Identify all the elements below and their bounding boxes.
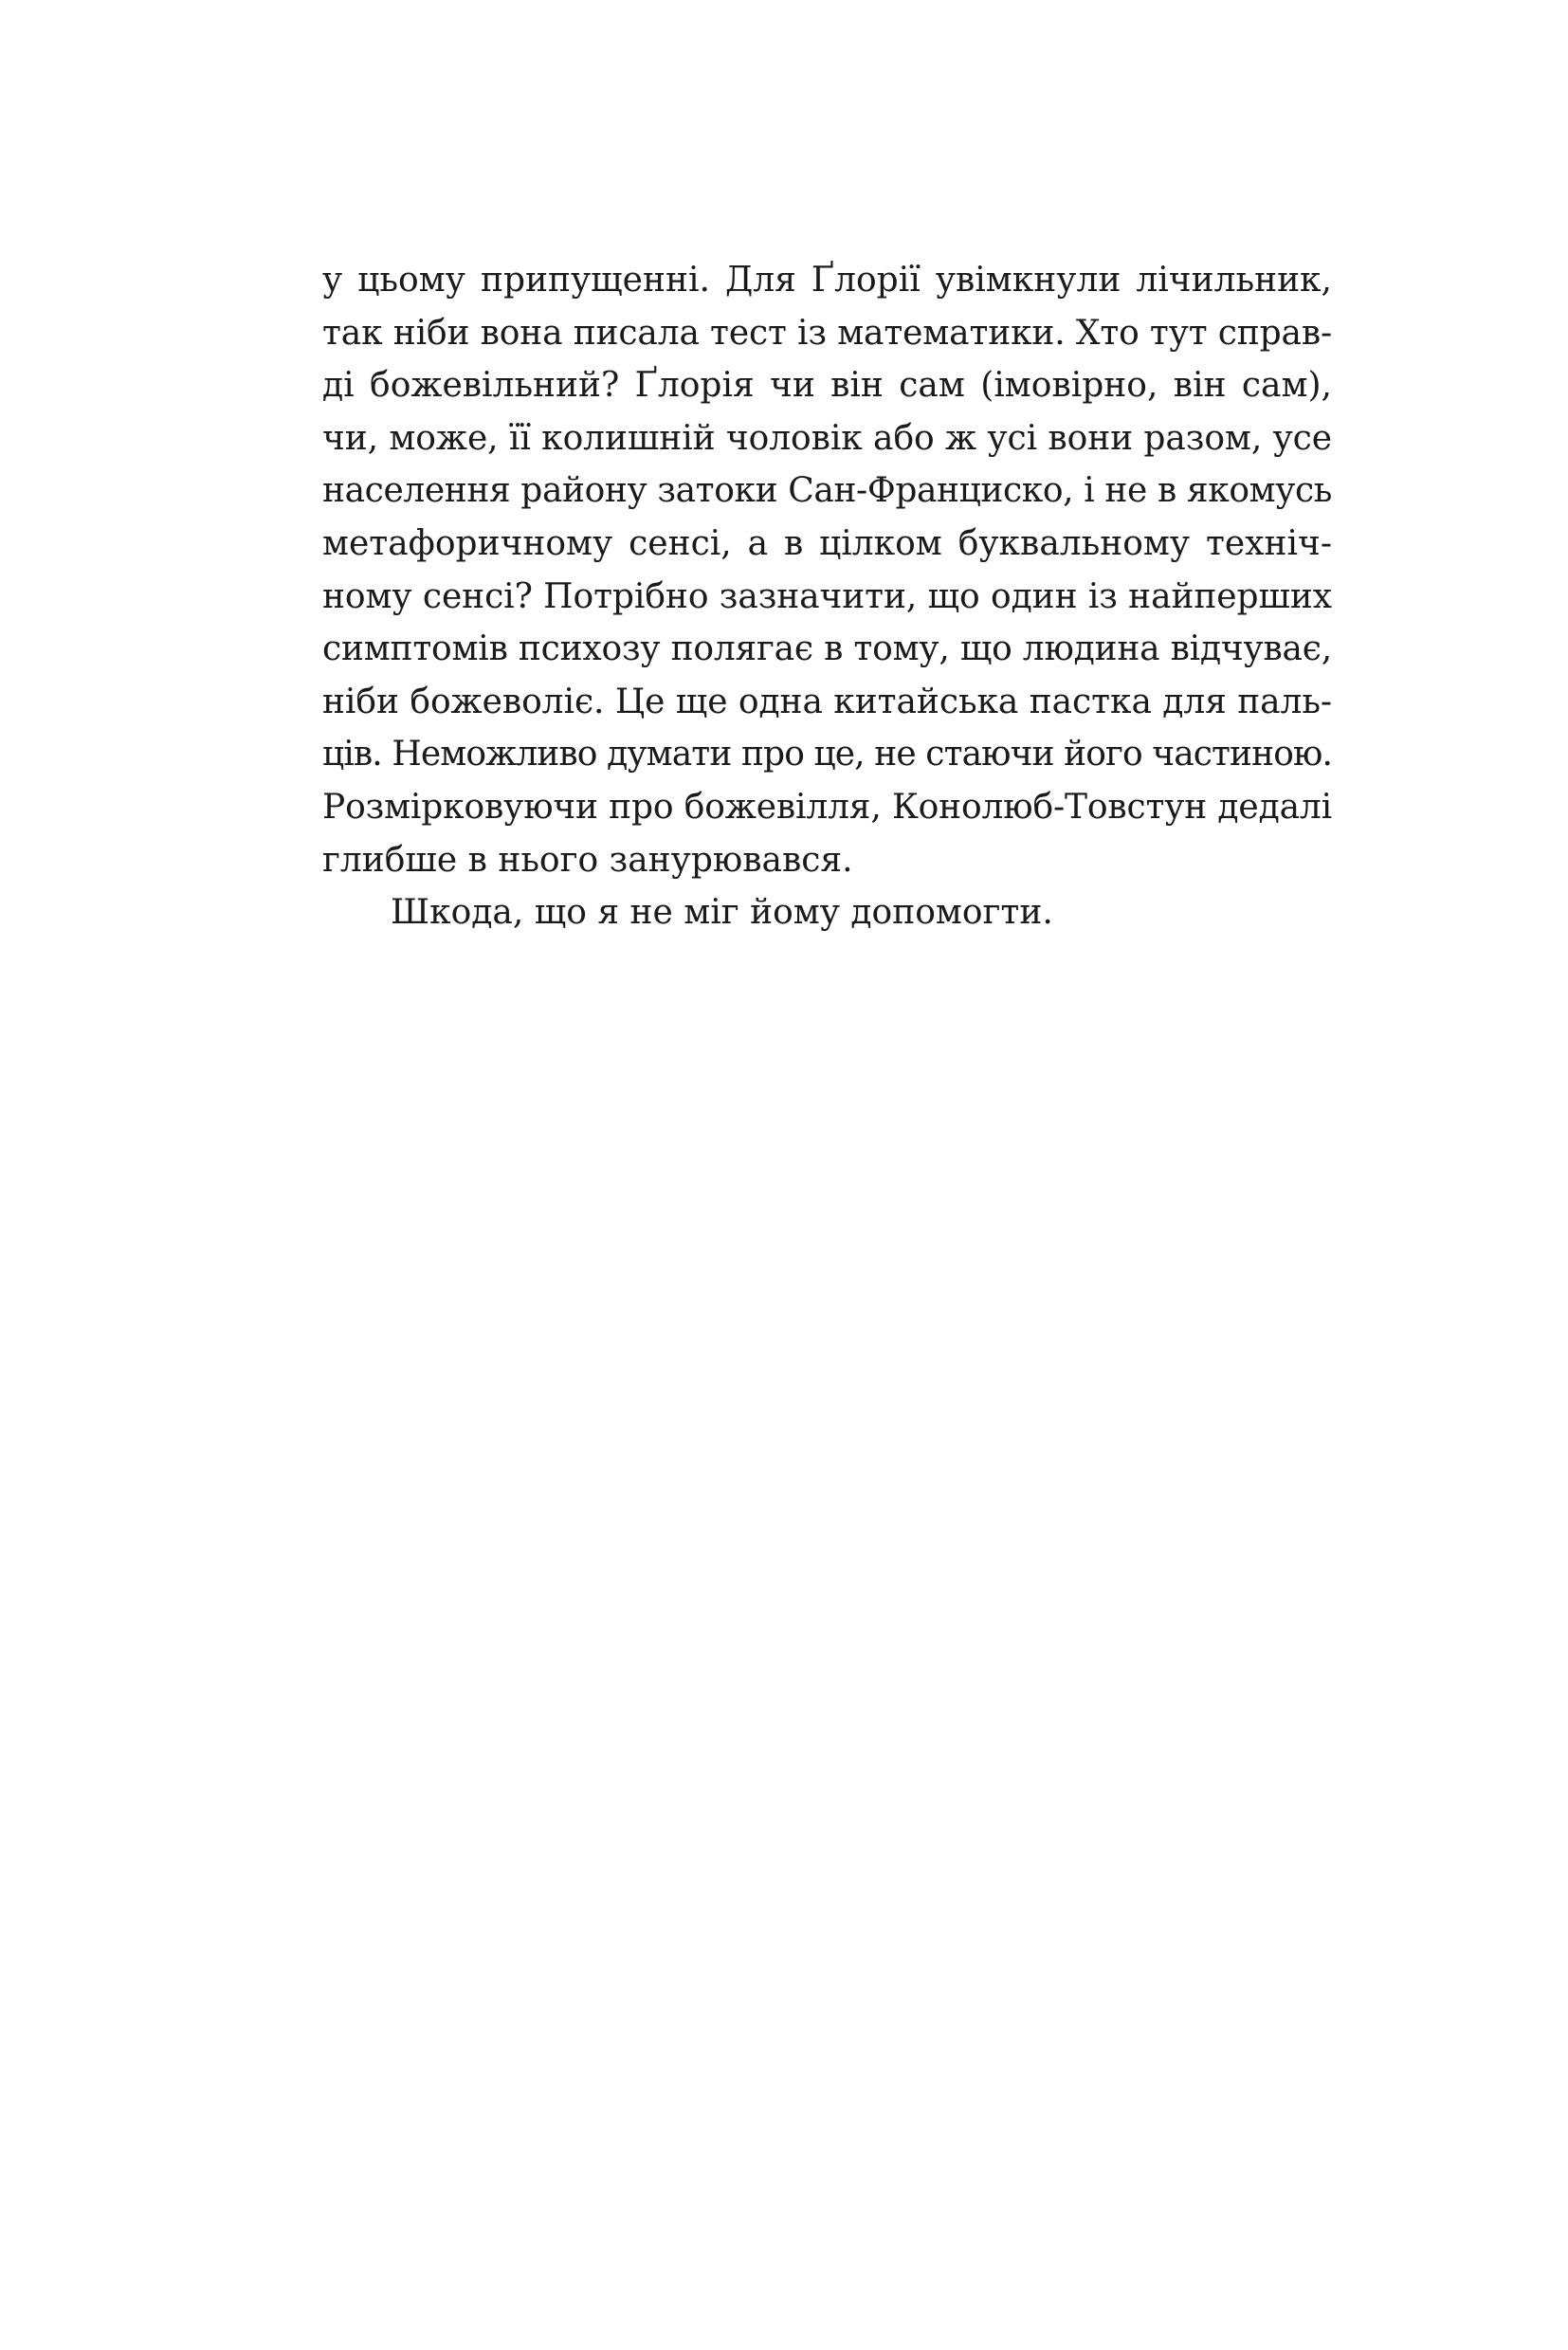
text-line: Розмірковуючи про божевілля, Конолюб-Товстун дедалі [322, 787, 1332, 827]
paragraph-1 [322, 254, 1332, 886]
text-line: метафоричному сенсі, а в цілком буквальному техніч- [322, 523, 1332, 563]
text-line: так ніби вона писала тест із математики. Хто тут справ- [322, 313, 1332, 353]
text-line: ному сенсі? Потрібно зазначити, що один із найперших [322, 576, 1332, 616]
text-line: ців. Неможливо думати про це, не стаючи його частиною. [322, 735, 1332, 774]
text-line: у цьому припущенні. Для Ґлорії увімкнули лічильник, [322, 261, 1332, 300]
text-line: чи, може, її колишній чоловік або ж усі вони разом, усе [322, 418, 1332, 458]
text-line: Шкода, що я не міг йому допомогти. [391, 893, 1053, 933]
paragraph-2 [322, 886, 1332, 939]
text-line: глибше в нього занурювався. [322, 840, 853, 880]
body-text [322, 254, 1332, 939]
text-line: населення району затоки Сан-Франциско, і не в якомусь [322, 471, 1332, 511]
text-line: симптомів психозу полягає в тому, що людина відчуває, [322, 629, 1332, 669]
text-line: ді божевільний? Ґлорія чи він сам (імовірно, він сам), [322, 366, 1332, 406]
text-line: ніби божеволіє. Це ще одна китайська пастка для паль- [322, 682, 1332, 721]
